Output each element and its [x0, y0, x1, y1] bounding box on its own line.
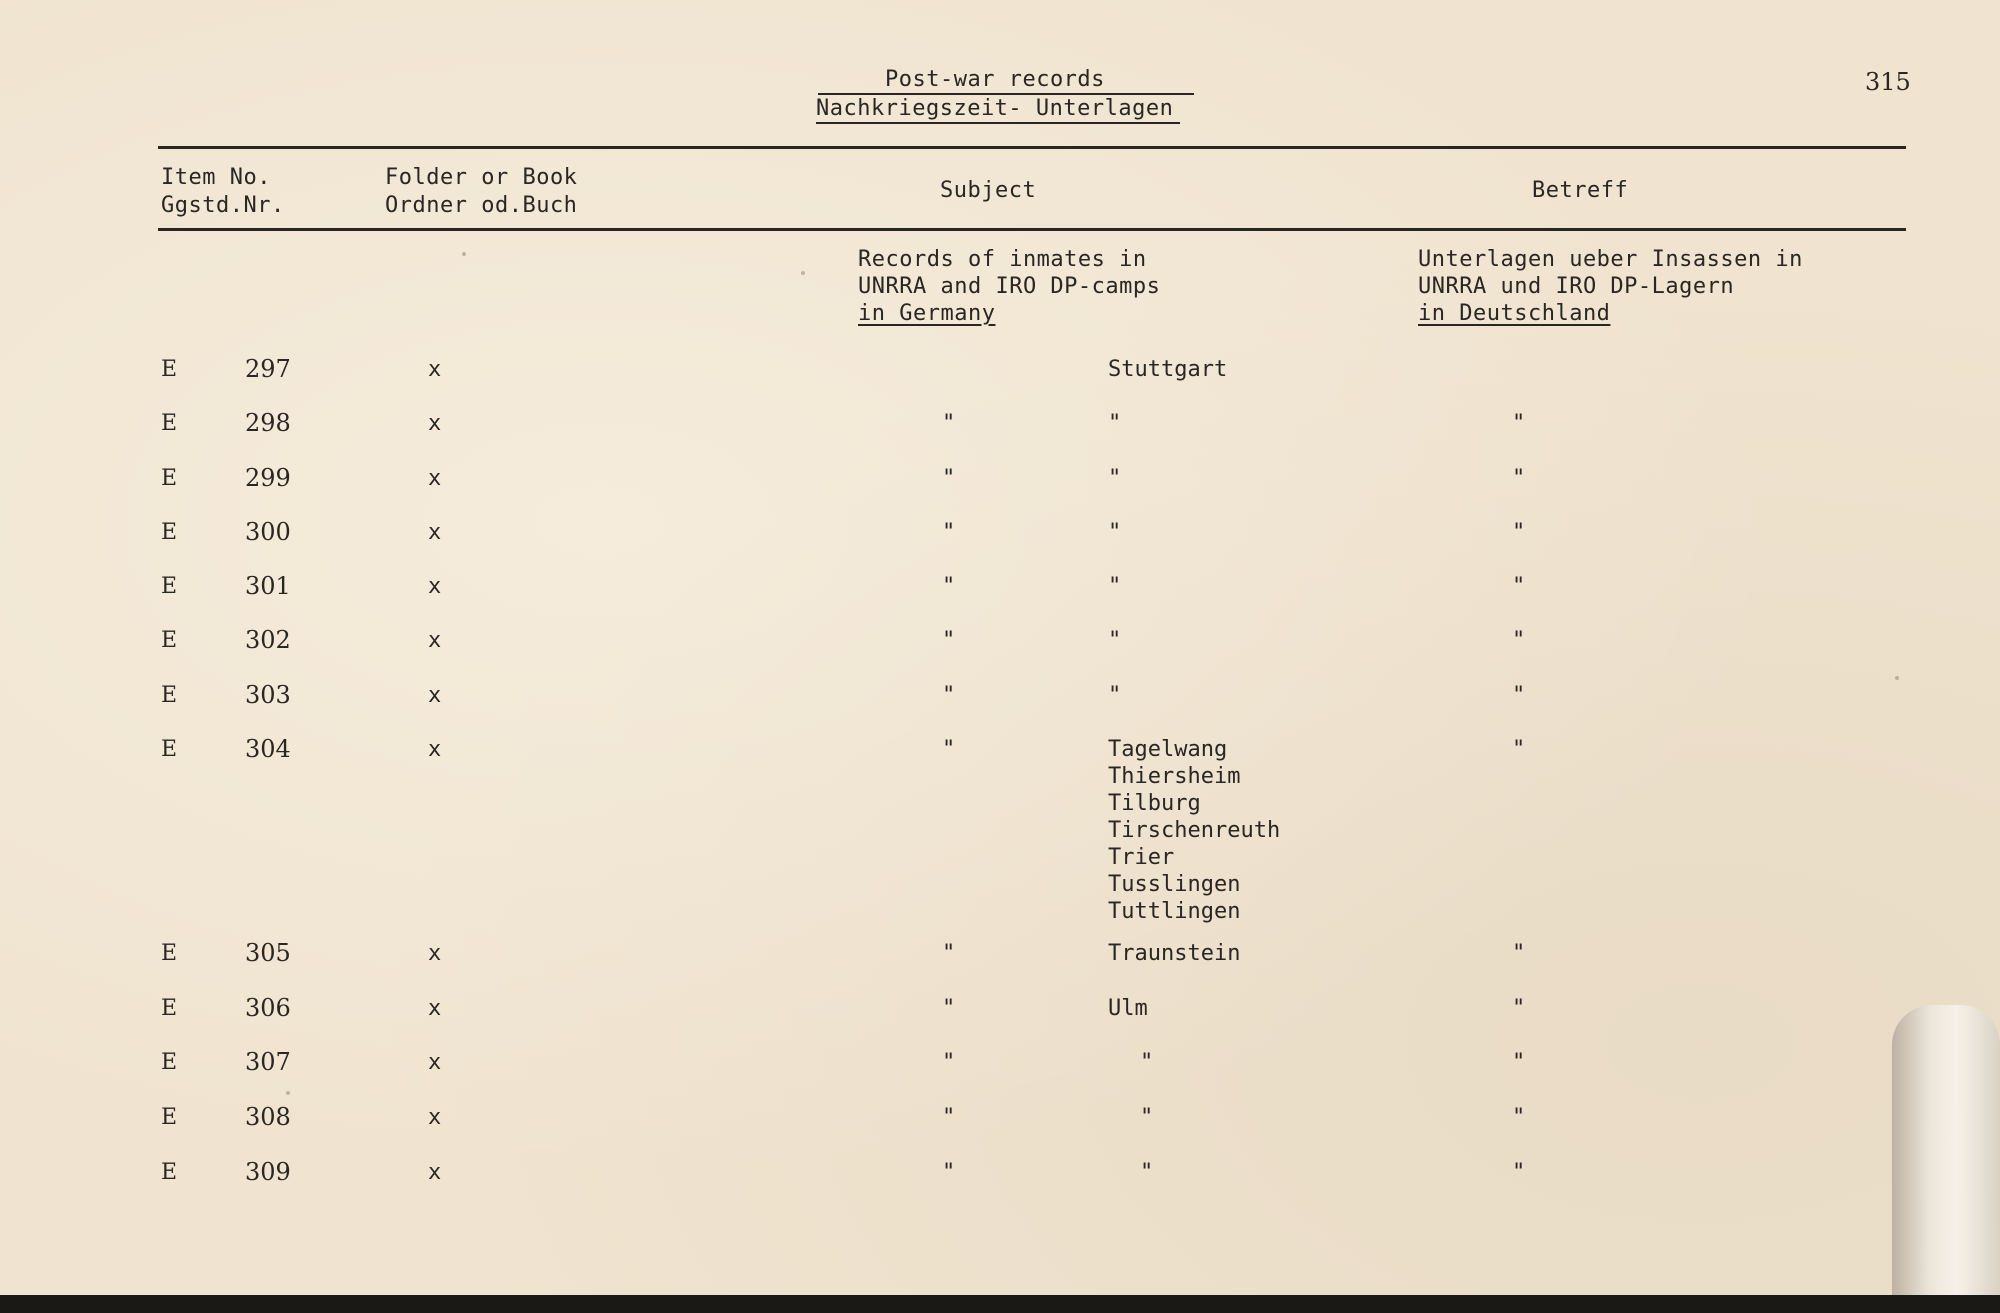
paper-speck [801, 271, 805, 275]
row-subject-ditto: " [942, 574, 956, 599]
row-place: Traunstein [1108, 941, 1241, 966]
row-folder-mark: x [428, 574, 442, 599]
table-row [0, 1159, 2000, 1189]
row-subject-ditto: " [942, 1050, 956, 1075]
place-name: Trier [1108, 845, 1175, 870]
row-number: 307 [245, 1048, 291, 1076]
col-betreff: Betreff [1532, 178, 1629, 203]
col-folder-de: Ordner od.Buch [385, 193, 578, 218]
row-place: " [1108, 411, 1122, 436]
row-subject-ditto: " [942, 411, 956, 436]
row-subject-ditto: " [942, 520, 956, 545]
row-place: " [1140, 1160, 1154, 1185]
row-folder-mark: x [428, 1050, 442, 1075]
row-number: 302 [245, 626, 291, 654]
paper-speck [286, 1091, 290, 1095]
table-row [0, 1049, 2000, 1079]
row-letter: E [161, 411, 178, 436]
row-subject-ditto: " [942, 683, 956, 708]
row-folder-mark: x [428, 683, 442, 708]
row-letter: E [161, 1160, 178, 1185]
row-number: 297 [245, 355, 291, 383]
row-folder-mark: x [428, 1160, 442, 1185]
row-betreff: " [1512, 737, 1526, 762]
row-folder-mark: x [428, 941, 442, 966]
row-subject-ditto: " [942, 466, 956, 491]
place-name: Tilburg [1108, 791, 1201, 816]
table-row [0, 736, 2000, 766]
row-folder-mark: x [428, 466, 442, 491]
row-letter: E [161, 683, 178, 708]
row-subject-ditto: " [942, 996, 956, 1021]
row-number: 300 [245, 518, 291, 546]
row-letter: E [161, 466, 178, 491]
row-betreff: " [1512, 628, 1526, 653]
intro-subject-line3: in Germany [858, 301, 996, 326]
col-item-de: Ggstd.Nr. [161, 193, 285, 218]
row-number: 303 [245, 681, 291, 709]
col-item-en: Item No. [161, 165, 271, 190]
header-top-rule [158, 146, 1906, 149]
intro-betreff-line3: in Deutschland [1418, 301, 1611, 326]
paper-speck [462, 252, 466, 256]
row-letter: E [161, 1050, 178, 1075]
row-number: 305 [245, 939, 291, 967]
row-place: Ulm [1108, 996, 1148, 1021]
row-betreff: " [1512, 941, 1526, 966]
row-subject-ditto: " [942, 628, 956, 653]
row-letter: E [161, 574, 178, 599]
place-name: Tirschenreuth [1108, 818, 1281, 843]
row-number: 309 [245, 1158, 291, 1186]
row-folder-mark: x [428, 628, 442, 653]
row-folder-mark: x [428, 357, 442, 382]
row-number: 308 [245, 1103, 291, 1131]
row-subject-ditto: " [942, 1105, 956, 1130]
intro-betreff-line1: Unterlagen ueber Insassen in [1418, 247, 1803, 272]
row-betreff: " [1512, 574, 1526, 599]
row-subject-ditto: " [942, 737, 956, 762]
title-german-underline [816, 122, 1180, 124]
table-row [0, 1104, 2000, 1134]
table-row [0, 465, 2000, 495]
title-german: Nachkriegszeit- Unterlagen [816, 96, 1174, 121]
row-betreff: " [1512, 520, 1526, 545]
book-edge-shadow [0, 1295, 2000, 1313]
table-row [0, 519, 2000, 549]
place-name: Tagelwang [1108, 737, 1228, 762]
intro-subject-line1: Records of inmates in [858, 247, 1147, 272]
row-place: " [1140, 1105, 1154, 1130]
row-number: 304 [245, 735, 291, 763]
row-number: 299 [245, 464, 291, 492]
row-place: " [1108, 466, 1122, 491]
place-name: Thiersheim [1108, 764, 1241, 789]
row-place: Stuttgart [1108, 357, 1228, 382]
row-place: " [1108, 628, 1122, 653]
intro-subject-line2: UNRRA and IRO DP-camps [858, 274, 1161, 299]
row-folder-mark: x [428, 520, 442, 545]
row-betreff: " [1512, 1105, 1526, 1130]
table-row [0, 682, 2000, 712]
row-place: " [1108, 520, 1122, 545]
row-number: 298 [245, 409, 291, 437]
row-betreff: " [1512, 683, 1526, 708]
row-betreff: " [1512, 1160, 1526, 1185]
row-place: " [1108, 683, 1122, 708]
header-bottom-rule [158, 228, 1906, 231]
title-english: Post-war records [885, 67, 1105, 92]
place-name: Tusslingen [1108, 872, 1241, 897]
row-letter: E [161, 996, 178, 1021]
row-folder-mark: x [428, 737, 442, 762]
row-letter: E [161, 1105, 178, 1130]
table-row [0, 940, 2000, 970]
table-row [0, 995, 2000, 1025]
row-letter: E [161, 628, 178, 653]
row-folder-mark: x [428, 411, 442, 436]
row-subject-ditto: " [942, 1160, 956, 1185]
page-number: 315 [1865, 68, 1911, 96]
row-letter: E [161, 737, 178, 762]
row-number: 301 [245, 572, 291, 600]
place-name: Tuttlingen [1108, 899, 1241, 924]
intro-betreff-line2: UNRRA und IRO DP-Lagern [1418, 274, 1735, 299]
col-subject: Subject [940, 178, 1037, 203]
table-row [0, 573, 2000, 603]
row-betreff: " [1512, 1050, 1526, 1075]
row-betreff: " [1512, 996, 1526, 1021]
row-place: " [1140, 1050, 1154, 1075]
row-letter: E [161, 357, 178, 382]
row-betreff: " [1512, 466, 1526, 491]
table-row [0, 410, 2000, 440]
row-number: 306 [245, 994, 291, 1022]
row-subject-ditto: " [942, 941, 956, 966]
row-letter: E [161, 941, 178, 966]
row-304-place-list [1108, 736, 1280, 925]
row-folder-mark: x [428, 1105, 442, 1130]
row-letter: E [161, 520, 178, 545]
col-folder-en: Folder or Book [385, 165, 578, 190]
finger-holding-page [1892, 1005, 2000, 1303]
paper-speck [1895, 676, 1899, 680]
table-row [0, 627, 2000, 657]
row-betreff: " [1512, 411, 1526, 436]
row-folder-mark: x [428, 996, 442, 1021]
table-row [0, 356, 2000, 386]
row-place: " [1108, 574, 1122, 599]
